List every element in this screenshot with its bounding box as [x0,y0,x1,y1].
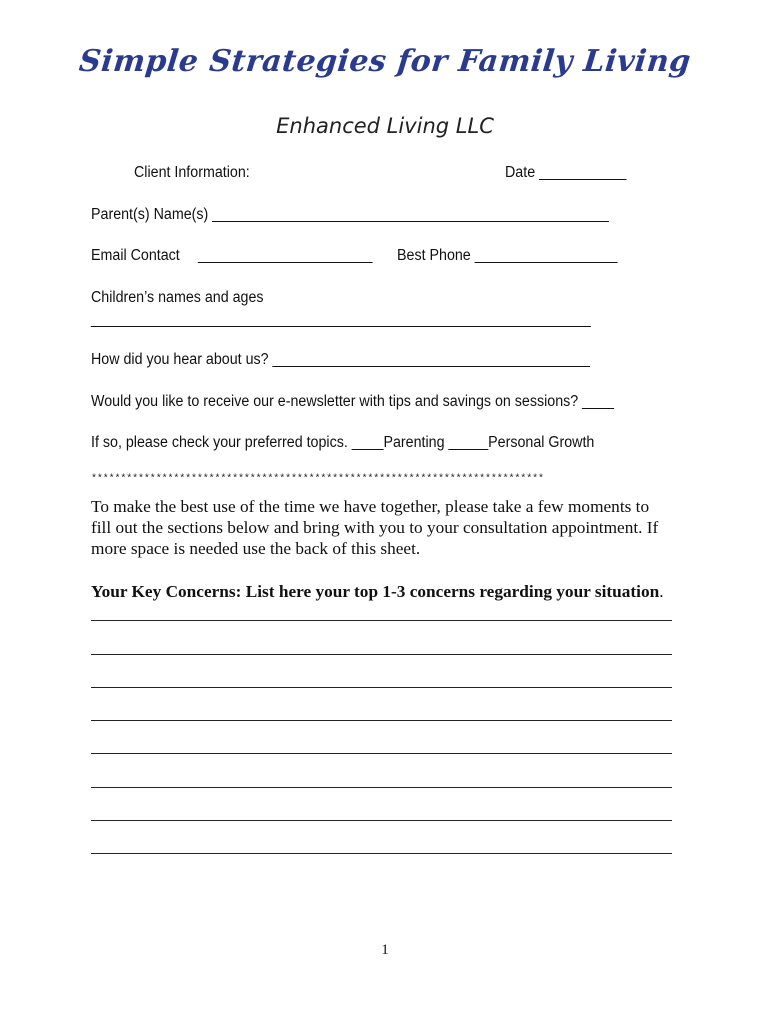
key-concerns-heading-text: Your Key Concerns: List here your top 1-3 concerns regarding your situation [91,582,660,601]
referral-source-field[interactable]: How did you hear about us? ________________________________________ [91,351,590,368]
concern-answer-line[interactable] [91,687,672,688]
email-contact-label: Email Contact [91,247,180,264]
instructions-line: To make the best use of the time we have together, please take a few moments to [91,497,650,516]
company-name: Enhanced Living LLC [276,114,494,138]
page-title: Simple Strategies for Family Living [77,44,693,79]
concern-answer-line[interactable] [91,720,672,721]
key-concerns-heading-period: . [659,582,664,601]
instructions-line: fill out the sections below and bring with you to your consultation appointment. If [91,518,659,537]
client-information-label: Client Information: [134,164,250,181]
preferred-topics-field[interactable]: If so, please check your preferred topics. ____Parenting _____Personal Growth [91,434,595,451]
concern-answer-line[interactable] [91,753,672,754]
concern-answer-line[interactable] [91,654,672,655]
newsletter-question-field[interactable]: Would you like to receive our e-newsletter with tips and savings on sessions? ____ [91,393,614,410]
page-number: 1 [381,942,389,958]
key-concerns-heading [91,582,664,602]
instructions-line: more space is needed use the back of this sheet. [91,539,421,558]
instructions-paragraph [91,496,691,559]
date-field[interactable]: Date ___________ [505,164,627,181]
concern-answer-line[interactable] [91,853,672,854]
email-contact-field[interactable]: ______________________ [198,247,373,264]
childrens-names-label: Children’s names and ages [91,289,264,306]
concern-answer-line[interactable] [91,820,672,821]
concern-answer-line[interactable] [91,787,672,788]
parents-names-field[interactable]: Parent(s) Name(s) __________________________________________________ [91,206,609,223]
best-phone-field[interactable]: Best Phone __________________ [397,247,618,264]
asterisk-divider: ***************************************************************************** [91,474,544,485]
concern-answer-line[interactable] [91,620,672,621]
childrens-names-field[interactable]: _______________________________________________________________ [91,311,591,328]
